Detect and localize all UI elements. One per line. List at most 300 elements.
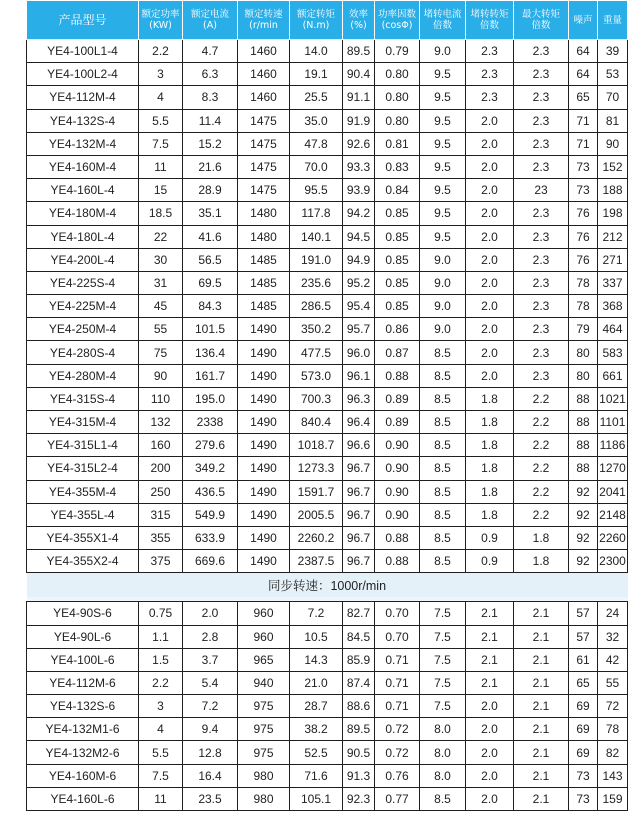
table-row bbox=[27, 503, 628, 526]
value-cell: 1.8 bbox=[466, 457, 514, 480]
value-cell: 9.5 bbox=[420, 86, 466, 109]
value-cell: 2.2 bbox=[514, 387, 569, 410]
value-cell: 28.7 bbox=[290, 695, 343, 718]
value-cell: 2.0 bbox=[466, 718, 514, 741]
value-cell: 21.0 bbox=[290, 671, 343, 694]
value-cell: 21.6 bbox=[183, 155, 238, 178]
value-cell: 96.1 bbox=[343, 364, 375, 387]
value-cell: 30 bbox=[139, 248, 183, 271]
value-cell: 79 bbox=[569, 318, 598, 341]
value-cell: 0.90 bbox=[375, 434, 420, 457]
value-cell: 2.1 bbox=[466, 648, 514, 671]
value-cell: 12.8 bbox=[183, 741, 238, 764]
table-row bbox=[27, 63, 628, 86]
value-cell: 2.3 bbox=[466, 40, 514, 63]
column-header-unit: (r/min bbox=[249, 20, 278, 31]
value-cell: 0.88 bbox=[375, 550, 420, 573]
header-row bbox=[27, 1, 628, 40]
value-cell: 1475 bbox=[238, 179, 290, 202]
value-cell: 152 bbox=[598, 155, 628, 178]
value-cell: 2005.5 bbox=[290, 503, 343, 526]
value-cell: 1.8 bbox=[466, 503, 514, 526]
value-cell: 78 bbox=[569, 295, 598, 318]
value-cell: 93.9 bbox=[343, 179, 375, 202]
value-cell: 7.5 bbox=[420, 602, 466, 625]
value-cell: 94.9 bbox=[343, 248, 375, 271]
value-cell: 6.3 bbox=[183, 63, 238, 86]
column-header-unit: 倍数 bbox=[432, 20, 452, 31]
value-cell: 23.5 bbox=[183, 787, 238, 810]
value-cell: 8.5 bbox=[420, 411, 466, 434]
value-cell: 9.0 bbox=[420, 248, 466, 271]
value-cell: 1485 bbox=[238, 271, 290, 294]
value-cell: 0.70 bbox=[375, 602, 420, 625]
value-cell: 960 bbox=[238, 625, 290, 648]
value-cell: 91.9 bbox=[343, 109, 375, 132]
value-cell: 975 bbox=[238, 718, 290, 741]
value-cell: 1101 bbox=[598, 411, 628, 434]
value-cell: 14.0 bbox=[290, 40, 343, 63]
table-row bbox=[27, 741, 628, 764]
value-cell: 76 bbox=[569, 202, 598, 225]
value-cell: 9.5 bbox=[420, 202, 466, 225]
column-header-label: 重量 bbox=[602, 14, 622, 26]
value-cell: 70.0 bbox=[290, 155, 343, 178]
value-cell: 2260 bbox=[598, 526, 628, 549]
value-cell: 2.3 bbox=[514, 248, 569, 271]
value-cell: 10.5 bbox=[290, 625, 343, 648]
motor-spec-table bbox=[26, 0, 628, 811]
column-header-unit: (A) bbox=[203, 20, 217, 31]
value-cell: 235.6 bbox=[290, 271, 343, 294]
value-cell: 1480 bbox=[238, 202, 290, 225]
column-header-unit: (%) bbox=[350, 20, 367, 31]
value-cell: 965 bbox=[238, 648, 290, 671]
value-cell: 368 bbox=[598, 295, 628, 318]
column-header bbox=[27, 1, 139, 40]
value-cell: 2041 bbox=[598, 480, 628, 503]
value-cell: 0.80 bbox=[375, 86, 420, 109]
value-cell: 2.2 bbox=[139, 671, 183, 694]
value-cell: 1460 bbox=[238, 40, 290, 63]
value-cell: 7.5 bbox=[420, 625, 466, 648]
value-cell: 96.7 bbox=[343, 480, 375, 503]
table-row bbox=[27, 387, 628, 410]
value-cell: 271 bbox=[598, 248, 628, 271]
value-cell: 0.85 bbox=[375, 248, 420, 271]
value-cell: 1.8 bbox=[466, 387, 514, 410]
value-cell: 95.7 bbox=[343, 318, 375, 341]
value-cell: 2.3 bbox=[514, 63, 569, 86]
model-cell: YE4-355M-4 bbox=[27, 480, 139, 503]
value-cell: 8.3 bbox=[183, 86, 238, 109]
value-cell: 195.0 bbox=[183, 387, 238, 410]
model-cell: YE4-315S-4 bbox=[27, 387, 139, 410]
value-cell: 1186 bbox=[598, 434, 628, 457]
value-cell: 1490 bbox=[238, 503, 290, 526]
value-cell: 71.6 bbox=[290, 764, 343, 787]
value-cell: 2.1 bbox=[514, 741, 569, 764]
value-cell: 375 bbox=[139, 550, 183, 573]
model-cell: YE4-355L-4 bbox=[27, 503, 139, 526]
table-row bbox=[27, 764, 628, 787]
value-cell: 1480 bbox=[238, 225, 290, 248]
value-cell: 1018.7 bbox=[290, 434, 343, 457]
value-cell: 1.8 bbox=[466, 434, 514, 457]
value-cell: 2.0 bbox=[466, 248, 514, 271]
model-cell: YE4-355X1-4 bbox=[27, 526, 139, 549]
value-cell: 0.71 bbox=[375, 671, 420, 694]
value-cell: 84.3 bbox=[183, 295, 238, 318]
column-header bbox=[514, 1, 569, 40]
value-cell: 14.3 bbox=[290, 648, 343, 671]
value-cell: 38.2 bbox=[290, 718, 343, 741]
value-cell: 9.0 bbox=[420, 318, 466, 341]
value-cell: 35.0 bbox=[290, 109, 343, 132]
value-cell: 2.3 bbox=[514, 40, 569, 63]
value-cell: 2.2 bbox=[139, 40, 183, 63]
value-cell: 1460 bbox=[238, 63, 290, 86]
value-cell: 549.9 bbox=[183, 503, 238, 526]
value-cell: 23 bbox=[514, 179, 569, 202]
model-cell: YE4-250M-4 bbox=[27, 318, 139, 341]
value-cell: 315 bbox=[139, 503, 183, 526]
model-cell: YE4-200L-4 bbox=[27, 248, 139, 271]
value-cell: 69 bbox=[569, 718, 598, 741]
value-cell: 8.5 bbox=[420, 550, 466, 573]
value-cell: 65 bbox=[569, 86, 598, 109]
value-cell: 2.2 bbox=[514, 503, 569, 526]
value-cell: 0.80 bbox=[375, 63, 420, 86]
value-cell: 96.7 bbox=[343, 503, 375, 526]
value-cell: 349.2 bbox=[183, 457, 238, 480]
value-cell: 76 bbox=[569, 248, 598, 271]
column-header-unit: 倍数 bbox=[479, 20, 499, 31]
value-cell: 2.0 bbox=[466, 132, 514, 155]
value-cell: 975 bbox=[238, 695, 290, 718]
value-cell: 2.3 bbox=[514, 318, 569, 341]
value-cell: 101.5 bbox=[183, 318, 238, 341]
model-cell: YE4-160M-4 bbox=[27, 155, 139, 178]
value-cell: 2.0 bbox=[466, 764, 514, 787]
value-cell: 1460 bbox=[238, 86, 290, 109]
table-row bbox=[27, 480, 628, 503]
column-header-label: 额定功率 bbox=[141, 9, 180, 20]
value-cell: 8.5 bbox=[420, 387, 466, 410]
value-cell: 96.4 bbox=[343, 411, 375, 434]
column-header-label: 额定转速 bbox=[244, 9, 283, 20]
value-cell: 80 bbox=[569, 364, 598, 387]
value-cell: 90 bbox=[139, 364, 183, 387]
value-cell: 15.2 bbox=[183, 132, 238, 155]
column-header bbox=[466, 1, 514, 40]
table-row bbox=[27, 109, 628, 132]
value-cell: 1591.7 bbox=[290, 480, 343, 503]
value-cell: 1490 bbox=[238, 387, 290, 410]
value-cell: 64 bbox=[569, 63, 598, 86]
value-cell: 15 bbox=[139, 179, 183, 202]
value-cell: 7.2 bbox=[290, 602, 343, 625]
value-cell: 1485 bbox=[238, 248, 290, 271]
value-cell: 18.5 bbox=[139, 202, 183, 225]
value-cell: 0.89 bbox=[375, 411, 420, 434]
value-cell: 91.3 bbox=[343, 764, 375, 787]
model-cell: YE4-280M-4 bbox=[27, 364, 139, 387]
value-cell: 0.85 bbox=[375, 225, 420, 248]
value-cell: 0.72 bbox=[375, 741, 420, 764]
value-cell: 7.5 bbox=[420, 695, 466, 718]
value-cell: 8.5 bbox=[420, 341, 466, 364]
value-cell: 9.5 bbox=[420, 63, 466, 86]
model-cell: YE4-112M-6 bbox=[27, 671, 139, 694]
model-cell: YE4-160L-6 bbox=[27, 787, 139, 810]
value-cell: 1490 bbox=[238, 550, 290, 573]
column-header-unit: 倍数 bbox=[531, 20, 551, 31]
table-row bbox=[27, 434, 628, 457]
value-cell: 279.6 bbox=[183, 434, 238, 457]
value-cell: 0.81 bbox=[375, 132, 420, 155]
value-cell: 117.8 bbox=[290, 202, 343, 225]
value-cell: 2387.5 bbox=[290, 550, 343, 573]
value-cell: 16.4 bbox=[183, 764, 238, 787]
value-cell: 78 bbox=[569, 271, 598, 294]
table-row bbox=[27, 718, 628, 741]
table-row bbox=[27, 625, 628, 648]
column-header bbox=[238, 1, 290, 40]
value-cell: 2.3 bbox=[514, 132, 569, 155]
value-cell: 8.5 bbox=[420, 503, 466, 526]
value-cell: 47.8 bbox=[290, 132, 343, 155]
value-cell: 669.6 bbox=[183, 550, 238, 573]
column-header-label: 噪声 bbox=[573, 14, 593, 26]
value-cell: 8.5 bbox=[420, 480, 466, 503]
value-cell: 2.3 bbox=[514, 86, 569, 109]
value-cell: 11.4 bbox=[183, 109, 238, 132]
value-cell: 0.85 bbox=[375, 295, 420, 318]
value-cell: 28.9 bbox=[183, 179, 238, 202]
value-cell: 92.3 bbox=[343, 787, 375, 810]
value-cell: 11 bbox=[139, 155, 183, 178]
value-cell: 8.0 bbox=[420, 741, 466, 764]
value-cell: 105.1 bbox=[290, 787, 343, 810]
value-cell: 1.8 bbox=[514, 526, 569, 549]
value-cell: 0.90 bbox=[375, 480, 420, 503]
value-cell: 1490 bbox=[238, 434, 290, 457]
model-cell: YE4-225M-4 bbox=[27, 295, 139, 318]
value-cell: 92 bbox=[569, 526, 598, 549]
table-row bbox=[27, 341, 628, 364]
model-cell: YE4-132S-6 bbox=[27, 695, 139, 718]
value-cell: 2.0 bbox=[466, 179, 514, 202]
value-cell: 7.5 bbox=[139, 132, 183, 155]
value-cell: 96.7 bbox=[343, 550, 375, 573]
model-cell: YE4-225S-4 bbox=[27, 271, 139, 294]
value-cell: 975 bbox=[238, 741, 290, 764]
value-cell: 9.5 bbox=[420, 132, 466, 155]
model-cell: YE4-100L1-4 bbox=[27, 40, 139, 63]
value-cell: 53 bbox=[598, 63, 628, 86]
table-row bbox=[27, 202, 628, 225]
value-cell: 1490 bbox=[238, 318, 290, 341]
value-cell: 5.4 bbox=[183, 671, 238, 694]
value-cell: 76 bbox=[569, 225, 598, 248]
value-cell: 80 bbox=[569, 341, 598, 364]
value-cell: 0.83 bbox=[375, 155, 420, 178]
value-cell: 81 bbox=[598, 109, 628, 132]
value-cell: 7.5 bbox=[139, 764, 183, 787]
value-cell: 92.6 bbox=[343, 132, 375, 155]
value-cell: 32 bbox=[598, 625, 628, 648]
table-row bbox=[27, 132, 628, 155]
value-cell: 2.1 bbox=[514, 648, 569, 671]
value-cell: 0.87 bbox=[375, 341, 420, 364]
value-cell: 1021 bbox=[598, 387, 628, 410]
column-header bbox=[420, 1, 466, 40]
value-cell: 2.0 bbox=[466, 155, 514, 178]
model-cell: YE4-315L2-4 bbox=[27, 457, 139, 480]
table-row bbox=[27, 550, 628, 573]
value-cell: 0.85 bbox=[375, 202, 420, 225]
value-cell: 88 bbox=[569, 387, 598, 410]
value-cell: 64 bbox=[569, 40, 598, 63]
column-header bbox=[290, 1, 343, 40]
value-cell: 583 bbox=[598, 341, 628, 364]
column-header-label: 功率因数 bbox=[377, 9, 416, 20]
value-cell: 8.5 bbox=[420, 457, 466, 480]
value-cell: 5.5 bbox=[139, 109, 183, 132]
value-cell: 2.0 bbox=[466, 295, 514, 318]
spec-table-container bbox=[26, 0, 627, 811]
section-title: 同步转速：1000r/min bbox=[27, 573, 628, 598]
value-cell: 0.9 bbox=[466, 526, 514, 549]
value-cell: 0.84 bbox=[375, 179, 420, 202]
value-cell: 25.5 bbox=[290, 86, 343, 109]
value-cell: 69 bbox=[569, 695, 598, 718]
value-cell: 8.0 bbox=[420, 764, 466, 787]
value-cell: 2.8 bbox=[183, 625, 238, 648]
value-cell: 70 bbox=[598, 86, 628, 109]
table-row bbox=[27, 411, 628, 434]
value-cell: 140.1 bbox=[290, 225, 343, 248]
value-cell: 41.6 bbox=[183, 225, 238, 248]
value-cell: 0.88 bbox=[375, 526, 420, 549]
value-cell: 55 bbox=[598, 671, 628, 694]
value-cell: 980 bbox=[238, 787, 290, 810]
value-cell: 42 bbox=[598, 648, 628, 671]
value-cell: 73 bbox=[569, 179, 598, 202]
value-cell: 96.6 bbox=[343, 434, 375, 457]
value-cell: 82.7 bbox=[343, 602, 375, 625]
value-cell: 0.70 bbox=[375, 625, 420, 648]
column-header-label: 产品型号 bbox=[58, 12, 107, 27]
value-cell: 136.4 bbox=[183, 341, 238, 364]
value-cell: 1475 bbox=[238, 132, 290, 155]
value-cell: 840.4 bbox=[290, 411, 343, 434]
value-cell: 9.5 bbox=[420, 109, 466, 132]
model-cell: YE4-315M-4 bbox=[27, 411, 139, 434]
value-cell: 2.1 bbox=[514, 764, 569, 787]
value-cell: 92 bbox=[569, 480, 598, 503]
model-cell: YE4-315L1-4 bbox=[27, 434, 139, 457]
value-cell: 2.3 bbox=[514, 364, 569, 387]
value-cell: 1490 bbox=[238, 457, 290, 480]
value-cell: 2.1 bbox=[466, 671, 514, 694]
column-header-label: 额定转矩 bbox=[296, 9, 335, 20]
value-cell: 95.4 bbox=[343, 295, 375, 318]
value-cell: 84.5 bbox=[343, 625, 375, 648]
value-cell: 7.5 bbox=[420, 648, 466, 671]
value-cell: 55 bbox=[139, 318, 183, 341]
value-cell: 2.3 bbox=[514, 341, 569, 364]
table-row bbox=[27, 787, 628, 810]
value-cell: 94.5 bbox=[343, 225, 375, 248]
value-cell: 250 bbox=[139, 480, 183, 503]
model-cell: YE4-132M1-6 bbox=[27, 718, 139, 741]
value-cell: 5.5 bbox=[139, 741, 183, 764]
value-cell: 350.2 bbox=[290, 318, 343, 341]
column-header-unit: (KW) bbox=[149, 20, 172, 31]
column-header-unit: (cosΦ) bbox=[381, 20, 413, 31]
value-cell: 161.7 bbox=[183, 364, 238, 387]
value-cell: 0.85 bbox=[375, 271, 420, 294]
value-cell: 90 bbox=[598, 132, 628, 155]
value-cell: 8.5 bbox=[420, 787, 466, 810]
value-cell: 90.4 bbox=[343, 63, 375, 86]
value-cell: 2338 bbox=[183, 411, 238, 434]
value-cell: 573.0 bbox=[290, 364, 343, 387]
value-cell: 19.1 bbox=[290, 63, 343, 86]
value-cell: 1475 bbox=[238, 155, 290, 178]
table-row bbox=[27, 40, 628, 63]
value-cell: 2.2 bbox=[514, 411, 569, 434]
value-cell: 9.4 bbox=[183, 718, 238, 741]
value-cell: 0.80 bbox=[375, 109, 420, 132]
value-cell: 92 bbox=[569, 503, 598, 526]
table-row bbox=[27, 318, 628, 341]
table-row bbox=[27, 271, 628, 294]
value-cell: 0.77 bbox=[375, 787, 420, 810]
value-cell: 2.2 bbox=[514, 434, 569, 457]
value-cell: 2.2 bbox=[514, 480, 569, 503]
value-cell: 2.1 bbox=[514, 671, 569, 694]
value-cell: 8.5 bbox=[420, 526, 466, 549]
value-cell: 212 bbox=[598, 225, 628, 248]
table-row bbox=[27, 295, 628, 318]
value-cell: 2.0 bbox=[466, 202, 514, 225]
model-cell: YE4-160M-6 bbox=[27, 764, 139, 787]
value-cell: 69 bbox=[569, 741, 598, 764]
value-cell: 24 bbox=[598, 602, 628, 625]
value-cell: 9.0 bbox=[420, 40, 466, 63]
value-cell: 1.8 bbox=[466, 411, 514, 434]
value-cell: 1490 bbox=[238, 364, 290, 387]
table-row bbox=[27, 364, 628, 387]
column-header bbox=[139, 1, 183, 40]
value-cell: 1490 bbox=[238, 341, 290, 364]
section-row bbox=[27, 573, 628, 598]
value-cell: 7.5 bbox=[420, 671, 466, 694]
value-cell: 90.5 bbox=[343, 741, 375, 764]
table-row bbox=[27, 671, 628, 694]
value-cell: 1.8 bbox=[514, 550, 569, 573]
value-cell: 2.1 bbox=[466, 625, 514, 648]
model-cell: YE4-180L-4 bbox=[27, 225, 139, 248]
value-cell: 93.3 bbox=[343, 155, 375, 178]
value-cell: 1.5 bbox=[139, 648, 183, 671]
value-cell: 1490 bbox=[238, 411, 290, 434]
value-cell: 2.3 bbox=[514, 295, 569, 318]
value-cell: 89.5 bbox=[343, 718, 375, 741]
